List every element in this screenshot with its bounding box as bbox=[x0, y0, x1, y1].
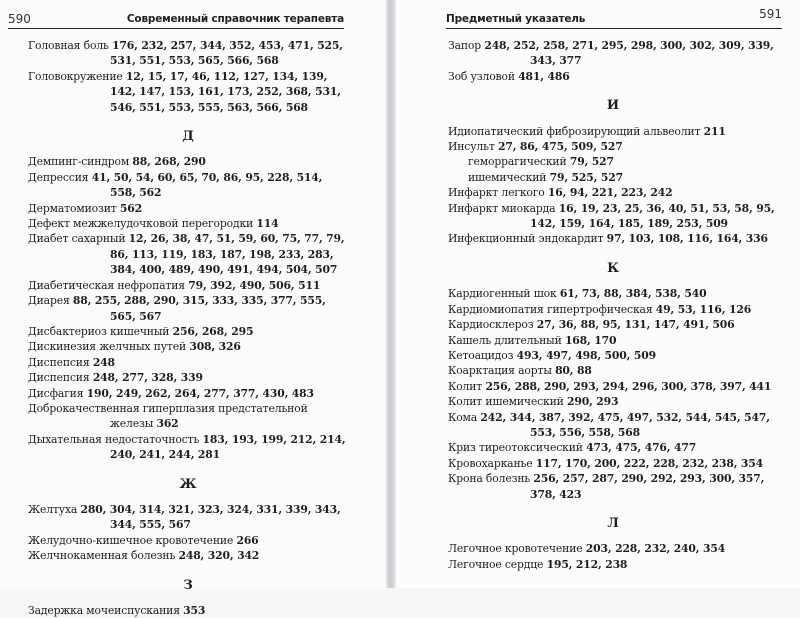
running-header bbox=[446, 7, 782, 29]
entry-term: Инфаркт миокарда bbox=[448, 201, 556, 215]
index-entry bbox=[28, 278, 348, 293]
entry-pages: 280, 304, 314, 321, 323, 324, 331, 339, 343, 344, 555, 567 bbox=[80, 502, 341, 532]
index-entry bbox=[448, 456, 778, 471]
entry-term: Инфаркт легкого bbox=[448, 186, 545, 200]
page-number: 590 bbox=[8, 12, 31, 26]
index-entry bbox=[28, 502, 348, 533]
index-entry bbox=[28, 38, 348, 69]
index-entry bbox=[28, 201, 348, 216]
index-entry bbox=[28, 216, 348, 231]
entry-term: Депрессия bbox=[28, 170, 89, 184]
index-entry bbox=[448, 471, 778, 502]
index-entry bbox=[28, 293, 348, 324]
entry-term: ишемический bbox=[468, 170, 547, 184]
book-spine bbox=[386, 0, 396, 588]
entry-term: Дисфагия bbox=[28, 386, 84, 400]
entry-term: Легочное сердце bbox=[448, 557, 544, 571]
entry-pages: 248, 252, 258, 271, 295, 298, 300, 302, 309, 339, 343, 377 bbox=[484, 39, 774, 68]
index-entry bbox=[448, 69, 778, 84]
section-letter: З bbox=[183, 577, 193, 593]
entry-term: Легочное кровотечение bbox=[448, 542, 583, 556]
left-page bbox=[0, 0, 386, 617]
entry-term: Инсульт bbox=[448, 140, 495, 154]
entry-pages: 12, 15, 17, 46, 112, 127, 134, 139, 142, 147, 153, 161, 173, 252, 368, 531, 546, 551, 553, 555, 563, 566, 568 bbox=[110, 69, 341, 114]
entry-term: Диспепсия bbox=[28, 355, 90, 369]
entry-pages: 256, 257, 287, 290, 292, 293, 300, 357, 378, 423 bbox=[530, 472, 765, 501]
index-entry bbox=[448, 286, 778, 301]
entry-pages: 16, 94, 221, 223, 242 bbox=[547, 186, 673, 200]
entry-pages: 256, 288, 290, 293, 294, 296, 300, 378, 397, 441 bbox=[485, 379, 772, 393]
entry-pages: 80, 88 bbox=[555, 364, 592, 378]
entry-term: Демпинг-синдром bbox=[28, 155, 130, 169]
entry-term: Желтуха bbox=[28, 502, 78, 516]
entry-pages: 88, 268, 290 bbox=[132, 155, 206, 169]
entry-term: Диспепсия bbox=[28, 371, 90, 385]
entry-term: Диабет сахарный bbox=[28, 232, 126, 246]
entry-pages: 211 bbox=[703, 124, 726, 138]
entry-pages: 353 bbox=[183, 604, 206, 617]
section-letter: Д bbox=[182, 129, 194, 145]
index-entry bbox=[448, 185, 778, 200]
entry-term: Дискинезия желчных путей bbox=[28, 340, 187, 354]
entry-term: Криз тиреотоксический bbox=[448, 441, 583, 455]
index-entry bbox=[448, 557, 778, 572]
index-entry bbox=[28, 231, 348, 277]
entry-term: Диарея bbox=[28, 294, 70, 308]
entry-pages: 12, 26, 38, 47, 51, 59, 60, 75, 77, 79, 86, 113, 119, 183, 187, 198, 233, 283, 384, 400, 489, 490, 491, 494, 504, 507 bbox=[110, 232, 345, 277]
entry-term: Дерматомиозит bbox=[28, 201, 117, 215]
entry-pages: 79, 527 bbox=[569, 155, 614, 169]
entry-term: Головокружение bbox=[28, 69, 123, 83]
entry-term: Кетоацидоз bbox=[448, 348, 514, 362]
entry-pages: 562 bbox=[119, 201, 142, 215]
running-header bbox=[8, 10, 344, 29]
entry-pages: 195, 212, 238 bbox=[546, 557, 628, 571]
entry-pages: 493, 497, 498, 500, 509 bbox=[516, 348, 656, 362]
entry-term: Дыхательная недостаточность bbox=[28, 432, 200, 446]
entry-pages: 16, 19, 23, 25, 36, 40, 51, 53, 58, 95, 142, 159, 164, 185, 189, 253, 509 bbox=[530, 201, 775, 231]
entry-pages: 256, 268, 295 bbox=[172, 324, 254, 338]
entry-term: Запор bbox=[448, 39, 482, 52]
index-entry bbox=[448, 440, 778, 455]
section-letter: К bbox=[607, 260, 619, 276]
index-entry bbox=[448, 201, 778, 232]
entry-term: Зоб узловой bbox=[448, 69, 515, 83]
section-letter: Ж bbox=[179, 476, 197, 492]
index-entry bbox=[448, 410, 778, 441]
entry-pages: 61, 73, 88, 384, 538, 540 bbox=[559, 287, 707, 301]
index-entry bbox=[448, 333, 778, 348]
index-entry bbox=[448, 394, 778, 409]
index-entry bbox=[28, 401, 348, 432]
entry-term: Колит ишемический bbox=[448, 395, 564, 409]
index-entry bbox=[448, 379, 778, 394]
entry-pages: 117, 170, 200, 222, 228, 232, 238, 354 bbox=[535, 456, 764, 470]
entry-term: Доброкачественная гиперплазия предстательной железы bbox=[28, 401, 308, 431]
entry-pages: 473, 475, 476, 477 bbox=[586, 441, 697, 455]
index-entry bbox=[448, 231, 778, 246]
index-entry bbox=[448, 317, 778, 332]
entry-term: Задержка мочеиспускания bbox=[28, 604, 180, 617]
right-page bbox=[396, 0, 800, 588]
index-entry bbox=[28, 432, 348, 463]
index-entry bbox=[28, 355, 348, 370]
index-entry bbox=[448, 124, 778, 139]
entry-pages: 176, 232, 257, 344, 352, 453, 471, 525, 531, 551, 553, 565, 566, 568 bbox=[110, 39, 343, 68]
entry-pages: 79, 525, 527 bbox=[549, 170, 623, 184]
entry-term: Кома bbox=[448, 410, 478, 424]
index-entry bbox=[28, 170, 348, 201]
entry-pages: 79, 392, 490, 506, 511 bbox=[188, 278, 321, 292]
entry-pages: 49, 53, 116, 126 bbox=[655, 302, 752, 316]
entry-pages: 27, 36, 88, 95, 131, 147, 491, 506 bbox=[536, 318, 735, 332]
entry-pages: 248, 320, 342 bbox=[178, 549, 260, 563]
entry-pages: 308, 326 bbox=[189, 340, 241, 354]
index-column bbox=[28, 38, 348, 618]
entry-term: Кардиомиопатия гипертрофическая bbox=[448, 302, 653, 316]
entry-pages: 168, 170 bbox=[564, 333, 617, 347]
index-column bbox=[448, 38, 778, 572]
entry-term: Дефект межжелудочковой перегородки bbox=[28, 217, 254, 231]
entry-term: Инфекционный эндокардит bbox=[448, 232, 604, 246]
entry-term: Дисбактериоз кишечный bbox=[28, 324, 170, 338]
entry-term: Кашель длительный bbox=[448, 333, 562, 347]
section-letter: Л bbox=[607, 515, 619, 531]
entry-pages: 290, 293 bbox=[567, 395, 619, 409]
entry-pages: 248 bbox=[92, 355, 115, 369]
index-entry bbox=[28, 548, 348, 563]
entry-term: Головная боль bbox=[28, 39, 109, 52]
index-entry bbox=[28, 386, 348, 401]
page-number: 591 bbox=[759, 7, 782, 21]
header-title: Современный справочник терапевта bbox=[126, 13, 344, 25]
entry-term: Коарктация аорты bbox=[448, 364, 552, 378]
index-entry bbox=[448, 363, 778, 378]
section-letter: И bbox=[606, 98, 620, 114]
entry-term: Кардиогенный шок bbox=[448, 287, 557, 301]
entry-pages: 203, 228, 232, 240, 354 bbox=[585, 542, 726, 556]
entry-term: Кровохарканье bbox=[448, 456, 533, 470]
index-entry bbox=[448, 348, 778, 363]
entry-term: геморрагический bbox=[468, 155, 567, 169]
entry-pages: 481, 486 bbox=[518, 69, 570, 83]
entry-pages: 88, 255, 288, 290, 315, 333, 335, 377, 555, 565, 567 bbox=[72, 294, 326, 323]
entry-term: Диабетическая нефропатия bbox=[28, 278, 185, 292]
entry-pages: 266 bbox=[236, 533, 259, 547]
index-entry bbox=[28, 533, 348, 548]
index-entry bbox=[28, 603, 348, 618]
index-entry bbox=[448, 139, 778, 154]
index-entry bbox=[28, 370, 348, 385]
index-subentry bbox=[448, 170, 778, 185]
entry-pages: 248, 277, 328, 339 bbox=[92, 371, 203, 385]
index-subentry bbox=[448, 154, 778, 169]
entry-pages: 41, 50, 54, 60, 65, 70, 86, 95, 228, 514, 558, 562 bbox=[91, 170, 323, 200]
index-entry bbox=[28, 154, 348, 169]
entry-term: Кардиосклероз bbox=[448, 318, 534, 332]
index-entry bbox=[448, 38, 778, 69]
entry-pages: 190, 249, 262, 264, 277, 377, 430, 483 bbox=[86, 386, 314, 400]
entry-pages: 114 bbox=[256, 217, 279, 231]
entry-term: Идиопатический фиброзирующий альвеолит bbox=[448, 124, 701, 138]
index-entry bbox=[448, 541, 778, 556]
index-entry bbox=[28, 339, 348, 354]
entry-pages: 242, 344, 387, 392, 475, 497, 532, 544, 545, 547, 553, 556, 558, 568 bbox=[480, 410, 770, 439]
entry-pages: 362 bbox=[156, 417, 179, 431]
index-entry bbox=[448, 302, 778, 317]
entry-term: Колит bbox=[448, 379, 483, 393]
entry-pages: 97, 103, 108, 116, 164, 336 bbox=[606, 232, 768, 246]
entry-pages: 27, 86, 475, 509, 527 bbox=[497, 140, 623, 154]
entry-term: Крона болезнь bbox=[448, 472, 531, 486]
header-title: Предметный указатель bbox=[446, 13, 586, 25]
index-entry bbox=[28, 324, 348, 339]
index-entry bbox=[28, 69, 348, 115]
entry-term: Желчнокаменная болезнь bbox=[28, 549, 176, 563]
entry-pages: 183, 193, 199, 212, 214, 240, 241, 244, 281 bbox=[110, 432, 346, 462]
entry-term: Желудочно-кишечное кровотечение bbox=[28, 533, 234, 547]
